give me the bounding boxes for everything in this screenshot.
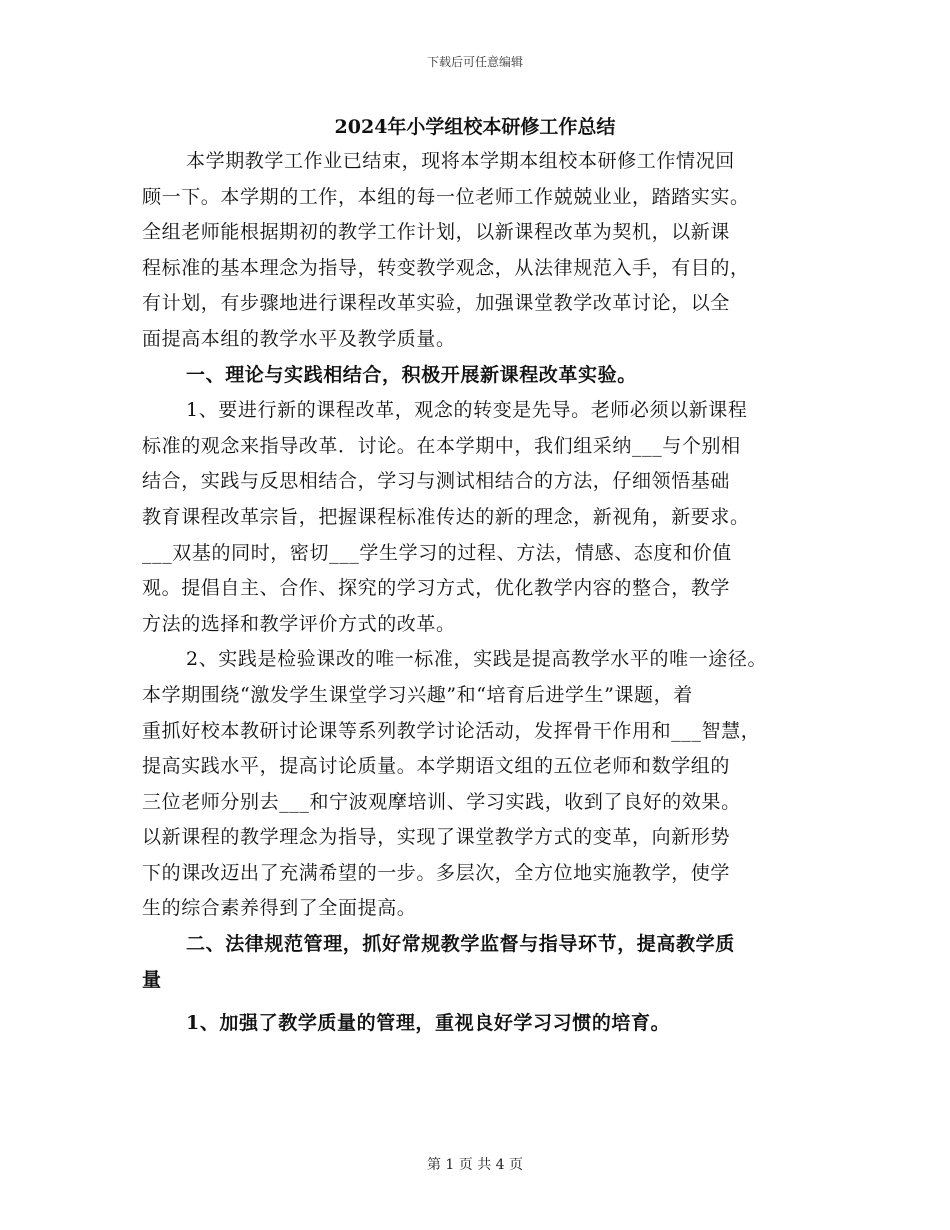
paragraph-line: 观。提倡自主、合作、探究的学习方式，优化教学内容的整合，教学 [142,577,731,600]
subsection-heading: 1、加强了教学质量的管理，重视良好学习习惯的培育。 [186,1012,671,1035]
paragraph-line: 标准的观念来指导改革．讨论。在本学期中，我们组采纳___与个别相 [142,434,741,457]
spacer [142,998,832,1006]
section-heading-2: 二、法律规范管理，抓好常规教学监督与指导环节，提高教学质 [186,933,735,956]
page-footer: 第 1 页 共 4 页 [426,1157,524,1173]
paragraph-line: 2、实践是检验课改的唯一标准，实践是提高教学水平的唯一途径。 [186,648,768,671]
section-heading-2-continued: 量 [142,968,162,991]
paragraph-line: 本学期教学工作业已结束，现将本学期本组校本研修工作情况回 [186,150,735,172]
page-header: 下载后可任意编辑 [426,55,523,69]
paragraph-line: 下的课改迈出了充满希望的一步。多层次，全方位地实施教学，使学 [142,861,731,884]
paragraph-line: 生的综合素养得到了全面提高。 [142,897,417,920]
paragraph-line: 本学期围绕“激发学生课堂学习兴趣”和“培育后进学生”课题，着 [142,683,693,706]
section-heading-1: 一、理论与实践相结合，积极开展新课程改革实验。 [186,363,637,386]
paragraph-line: 顾一下。本学期的工作，本组的每一位老师工作兢兢业业，踏踏实实。 [142,185,750,208]
paragraph-line: 以新课程的教学理念为指导，实现了课堂教学方式的变革，向新形势 [142,826,731,849]
paragraph-line: 提高实践水平，提高讨论质量。本学期语文组的五位老师和数学组的 [142,755,731,778]
paragraph-line: 程标准的基本理念为指导，转变教学观念，从法律规范入手，有目的， [142,256,750,279]
paragraph-line: 教育课程改革宗旨，把握课程标准传达的新的理念，新视角，新要求。 [142,505,750,528]
paragraph-line: 全组老师能根据期初的教学工作计划，以新课程改革为契机，以新课 [142,221,731,244]
paragraph-line: 面提高本组的教学水平及教学质量。 [142,327,456,350]
paragraph-line: 重抓好校本教研讨论课等系列教学讨论活动，发挥骨干作用和___智慧， [142,719,761,742]
paragraph-line: 三位老师分别去___和宁波观摩培训、学习实践，收到了良好的效果。 [142,790,741,813]
paragraph-line: 方法的选择和教学评价方式的改革。 [142,612,456,635]
document-body [142,144,832,1042]
paragraph-line: 1、要进行新的课程改革，观念的转变是先导。老师必须以新课程 [186,399,748,422]
paragraph-line: 有计划，有步骤地进行课程改革实验，加强课堂教学改革讨论，以全 [142,292,731,315]
paragraph-line: 结合，实践与反思相结合，学习与测试相结合的方法，仔细领悟基础 [142,470,731,493]
document-title: 2024年小学组校本研修工作总结 [334,116,616,138]
paragraph-line: ___双基的同时，密切___学生学习的过程、方法，情感、态度和价值 [142,541,732,564]
